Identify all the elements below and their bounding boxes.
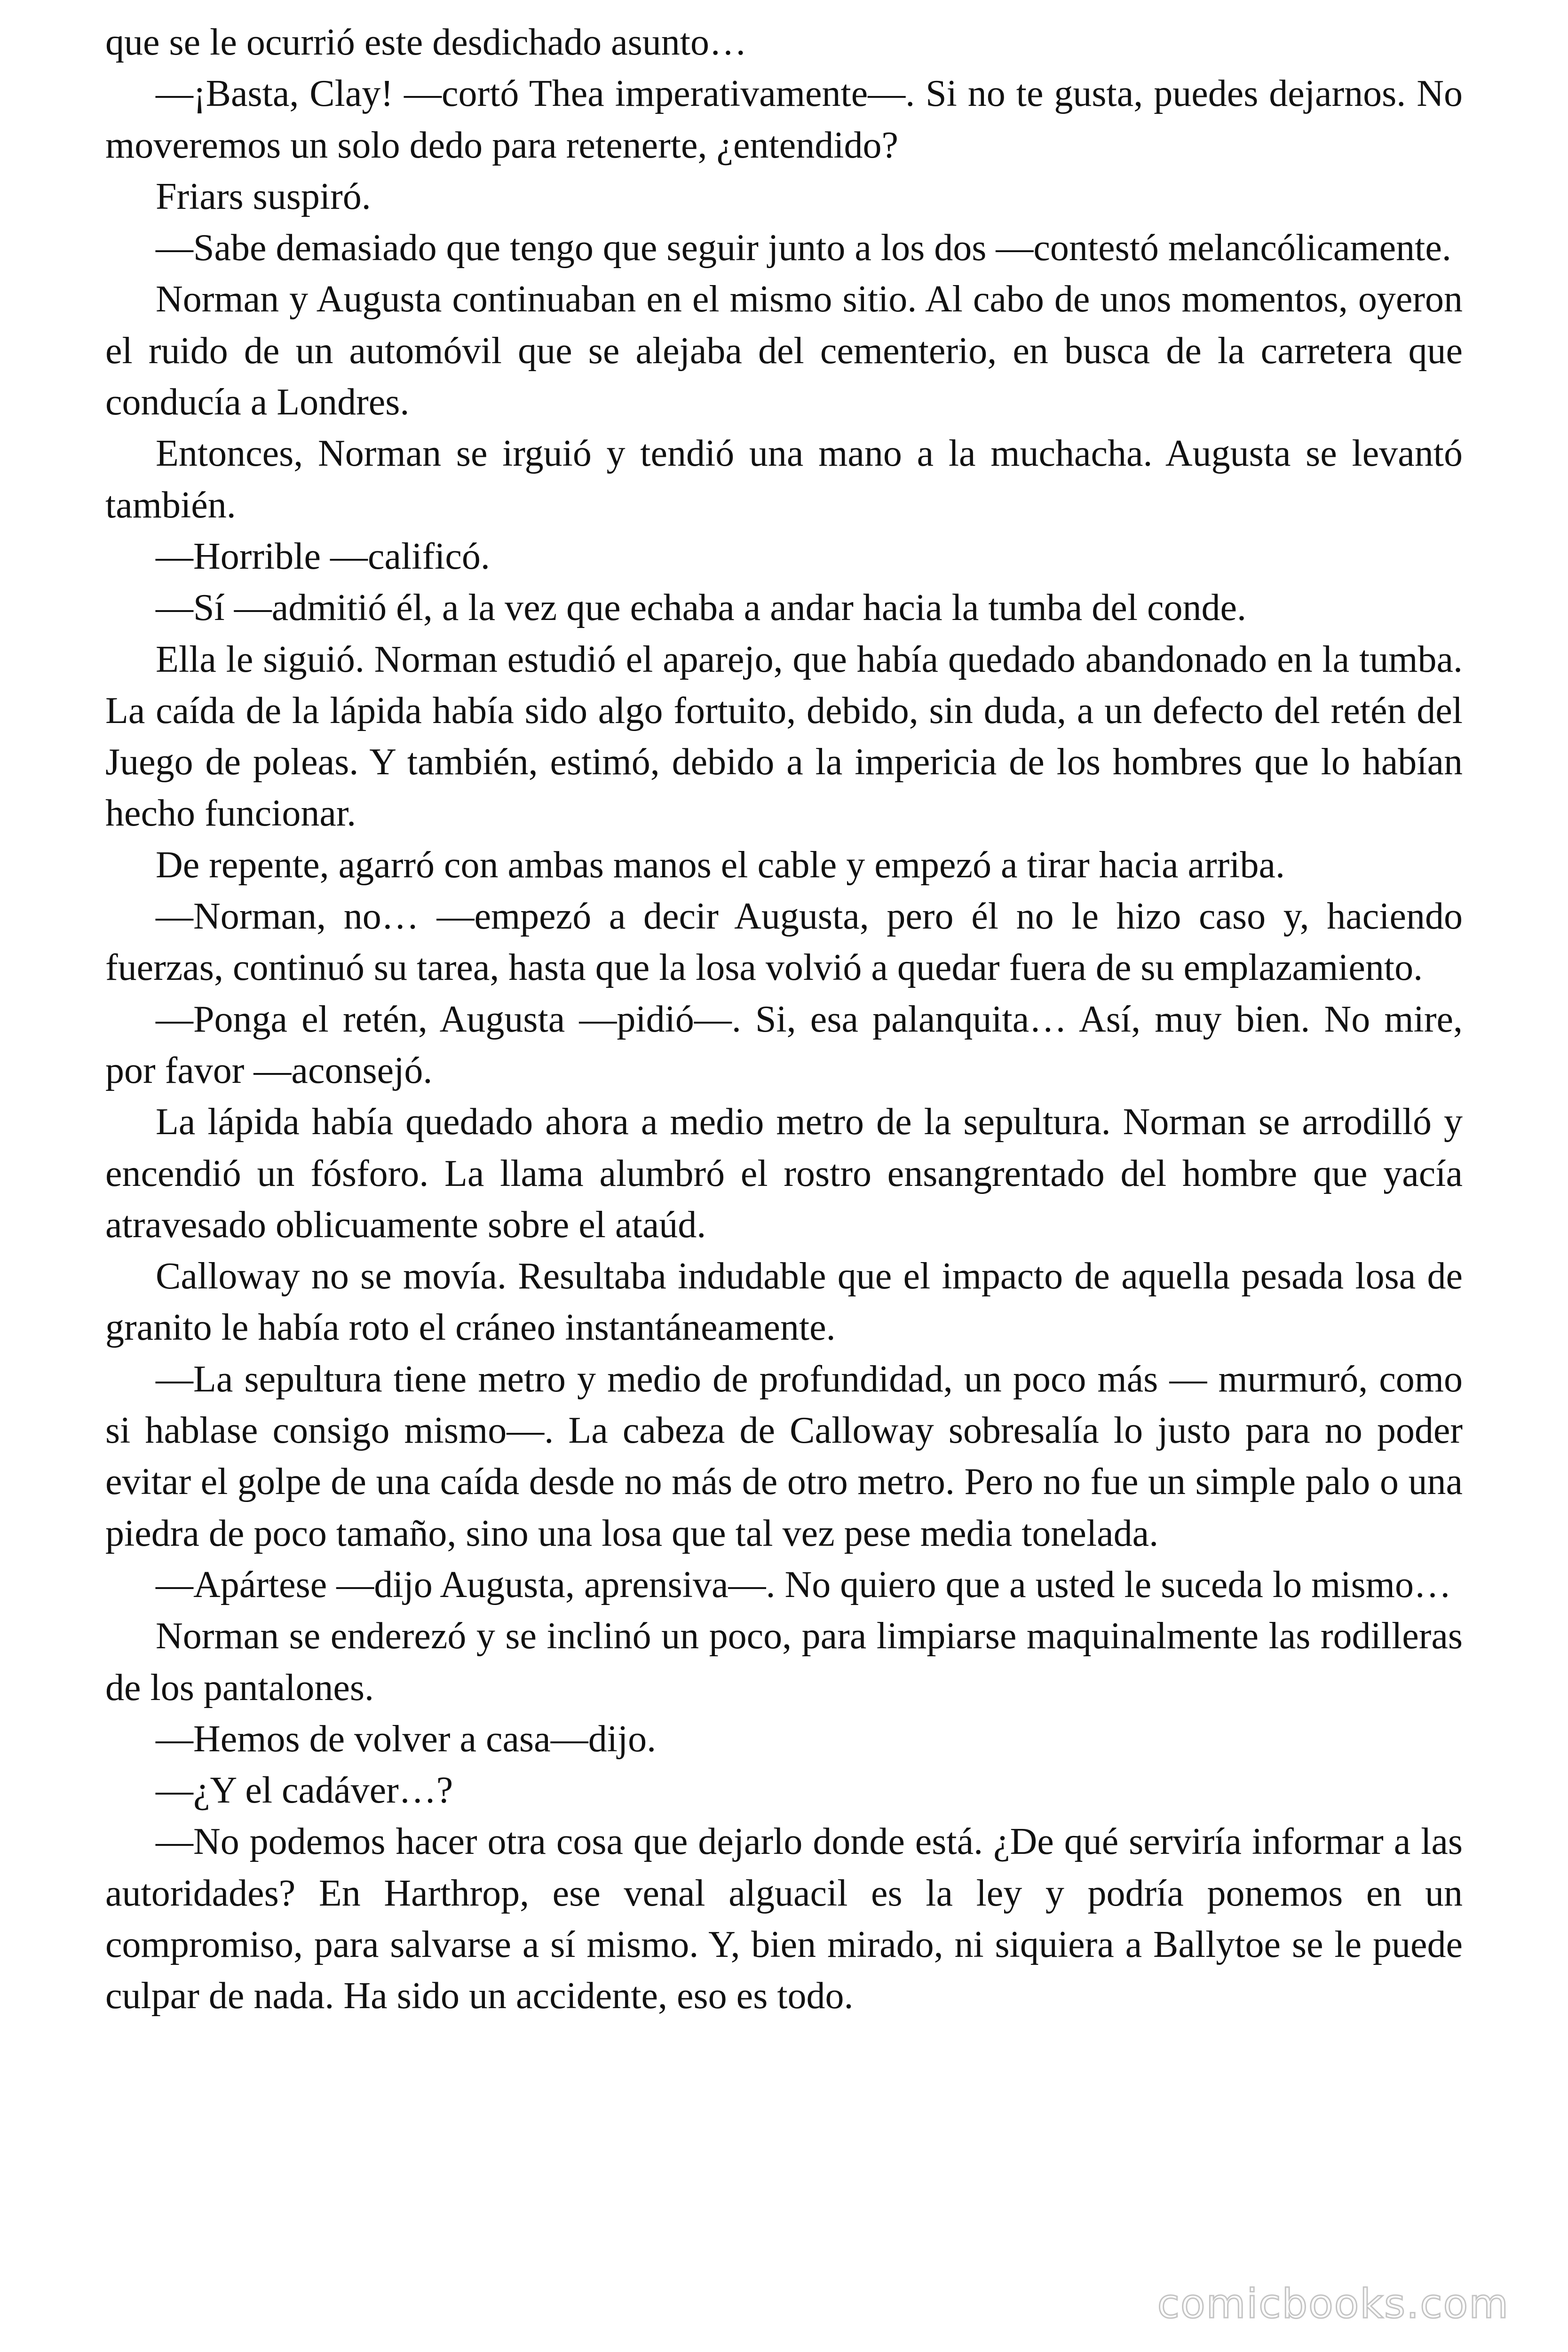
paragraph: Norman y Augusta continuaban en el mismo sitio. Al cabo de unos momentos, oyeron el ruido de un automóvil que se alejaba del cementerio, en busca de la carretera que conducía a Londres. bbox=[105, 278, 1463, 423]
paragraph: que se le ocurrió este desdichado asunto… bbox=[105, 22, 747, 63]
paragraph: —La sepultura tiene metro y medio de profundidad, un poco más — murmuró, como si hablase consigo mismo—. La cabeza de Calloway sobresalía lo justo para no poder evitar el golpe de una caída desde no más de otro metro. Pero no fue un simple palo o una piedra de poco tamaño, sino una losa que tal vez pese media tonelada. bbox=[105, 1358, 1463, 1554]
paragraph: Friars suspiró. bbox=[156, 175, 371, 217]
paragraph: —Hemos de volver a casa—dijo. bbox=[156, 1718, 657, 1760]
paragraph: —Ponga el retén, Augusta —pidió—. Si, esa palanquita… Así, muy bien. No mire, por favor —aconsejó. bbox=[105, 998, 1463, 1091]
paragraph: Entonces, Norman se irguió y tendió una mano a la muchacha. Augusta se levantó también. bbox=[105, 433, 1463, 526]
paragraph: Norman se enderezó y se inclinó un poco, para limpiarse maquinalmente las rodilleras de los pantalones. bbox=[105, 1615, 1463, 1708]
paragraph: Calloway no se movía. Resultaba indudable que el impacto de aquella pesada losa de granito le había roto el cráneo instantáneamente. bbox=[105, 1255, 1463, 1349]
paragraph: —Apártese —dijo Augusta, aprensiva—. No quiero que a usted le suceda lo mismo… bbox=[156, 1564, 1451, 1605]
paragraph: —Sabe demasiado que tengo que seguir junto a los dos —contestó melancólicamente. bbox=[156, 227, 1451, 269]
watermark: comicbooks.com bbox=[1157, 2280, 1509, 2328]
paragraph: —¡Basta, Clay! —cortó Thea imperativamente—. Si no te gusta, puedes dejarnos. No moveremos un solo dedo para retenerte, ¿entendido? bbox=[105, 73, 1463, 166]
body-text bbox=[105, 17, 1463, 2022]
paragraph: La lápida había quedado ahora a medio metro de la sepultura. Norman se arrodilló y encendió un fósforo. La llama alumbró el rostro ensangrentado del hombre que yacía atravesado oblicuamente sobre el ataúd. bbox=[105, 1101, 1463, 1246]
paragraph: Ella le siguió. Norman estudió el aparejo, que había quedado abandonado en la tumba. La caída de la lápida había sido algo fortuito, debido, sin duda, a un defecto del retén del Juego de poleas. Y también, estimó, debido a la impericia de los hombres que lo habían hecho funcionar. bbox=[105, 638, 1463, 834]
paragraph: —Norman, no… —empezó a decir Augusta, pero él no le hizo caso y, haciendo fuerzas, continuó su tarea, hasta que la losa volvió a quedar fuera de su emplazamiento. bbox=[105, 896, 1463, 989]
paragraph: —Sí —admitió él, a la vez que echaba a andar hacia la tumba del conde. bbox=[156, 587, 1247, 629]
paragraph: —¿Y el cadáver…? bbox=[156, 1770, 453, 1812]
paragraph: —Horrible —calificó. bbox=[156, 535, 490, 577]
paragraph: —No podemos hacer otra cosa que dejarlo donde está. ¿De qué serviría informar a las autoridades? En Harthrop, ese venal alguacil es la ley y podría ponemos en un compromiso, para salvarse a sí mismo. Y, bien mirado, ni siquiera a Ballytoe se le puede culpar de nada. Ha sido un accidente, eso es todo. bbox=[105, 1821, 1463, 2017]
paragraph: De repente, agarró con ambas manos el cable y empezó a tirar hacia arriba. bbox=[156, 844, 1285, 886]
